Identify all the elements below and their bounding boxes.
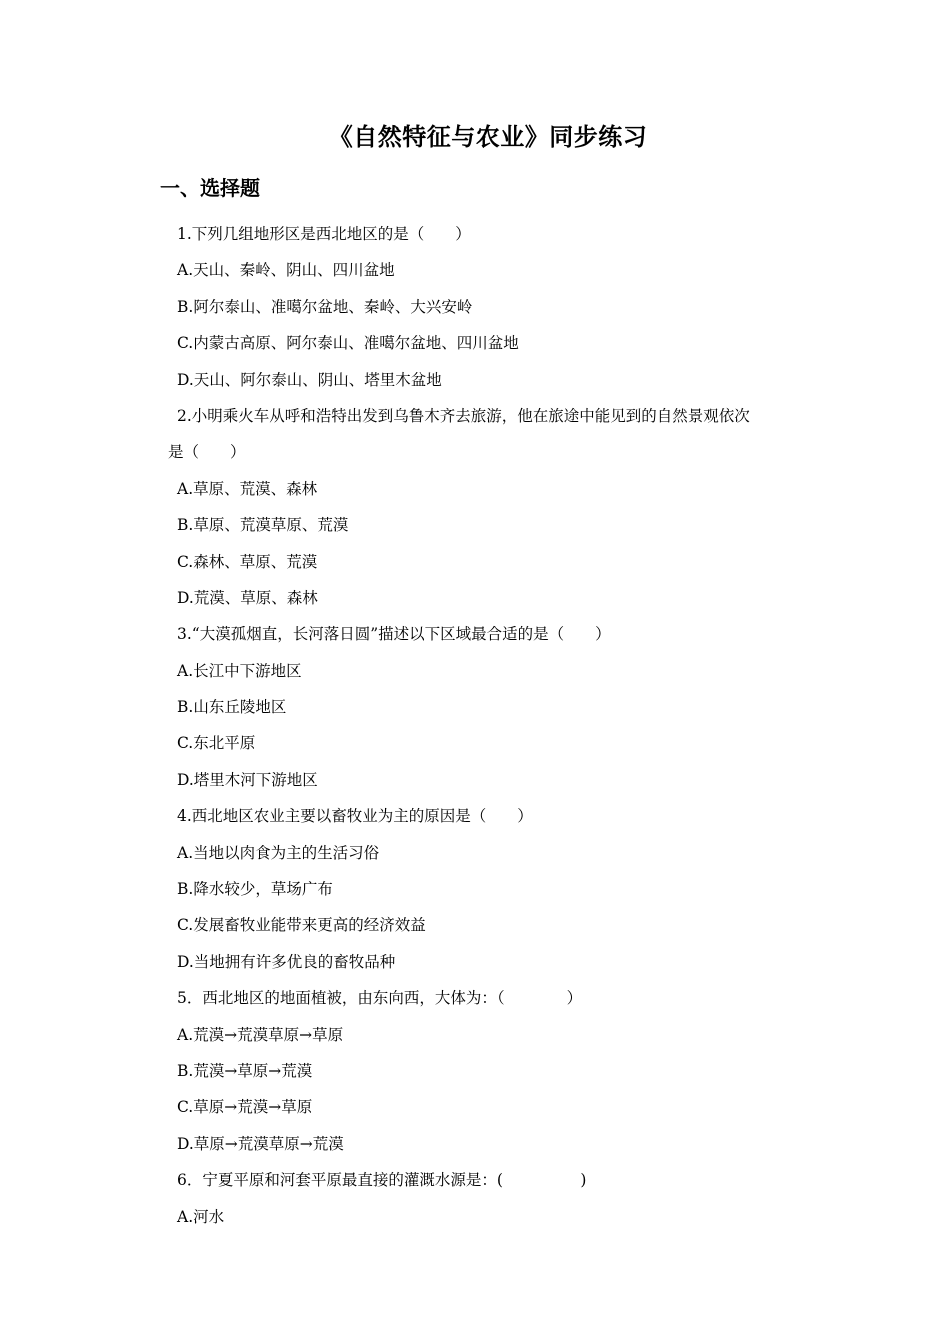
question-2 — [168, 398, 808, 616]
option-d: D.草原→荒漠草原→荒漠 — [177, 1134, 344, 1153]
option-c: C.草原→荒漠→草原 — [177, 1098, 313, 1117]
question-1 — [168, 216, 808, 398]
question-stem: 2.小明乘火车从呼和浩特出发到乌鲁木齐去旅游，他在旅途中能见到的自然景观依次 — [177, 406, 750, 425]
option-b: B.草原、荒漠草原、荒漠 — [177, 516, 349, 535]
question-4 — [168, 798, 808, 980]
question-stem-continued: 是（ ） — [168, 443, 246, 462]
option-c: C.东北平原 — [177, 734, 256, 753]
section-heading: 一、选择题 — [160, 176, 260, 200]
option-a: A.荒漠→荒漠草原→草原 — [177, 1025, 344, 1044]
option-a: A.天山、秦岭、阴山、四川盆地 — [177, 261, 395, 280]
option-d: D.天山、阿尔泰山、阴山、塔里木盆地 — [177, 370, 442, 389]
option-a: A.草原、荒漠、森林 — [177, 479, 318, 498]
question-5 — [168, 980, 808, 1162]
option-d: D.塔里木河下游地区 — [177, 770, 318, 789]
question-stem: 5．西北地区的地面植被，由东向西，大体为：（ ） — [177, 989, 583, 1008]
question-6 — [168, 1162, 808, 1235]
document-title: 《自然特征与农业》同步练习 — [328, 122, 648, 151]
question-stem: 4.西北地区农业主要以畜牧业为主的原因是（ ） — [177, 807, 533, 826]
option-b: B.山东丘陵地区 — [177, 698, 287, 717]
option-c: C.内蒙古高原、阿尔泰山、准噶尔盆地、四川盆地 — [177, 334, 519, 353]
option-a: A.当地以肉食为主的生活习俗 — [177, 843, 380, 862]
question-3 — [168, 616, 808, 798]
option-a: A.河水 — [177, 1207, 225, 1226]
option-b: B.降水较少，草场广布 — [177, 880, 333, 899]
option-c: C.发展畜牧业能带来更高的经济效益 — [177, 916, 426, 935]
option-d: D.荒漠、草原、森林 — [177, 588, 318, 607]
question-stem: 3.“大漠孤烟直，长河落日圆”描述以下区域最合适的是（ ） — [177, 625, 611, 644]
option-c: C.森林、草原、荒漠 — [177, 552, 318, 571]
option-b: B.阿尔泰山、准噶尔盆地、秦岭、大兴安岭 — [177, 297, 473, 316]
question-stem: 1.下列几组地形区是西北地区的是（ ） — [177, 225, 471, 243]
option-d: D.当地拥有许多优良的畜牧品种 — [177, 952, 396, 971]
option-a: A.长江中下游地区 — [177, 661, 302, 680]
question-list — [168, 216, 808, 1235]
option-b: B.荒漠→草原→荒漠 — [177, 1061, 313, 1080]
question-stem: 6．宁夏平原和河套平原最直接的灌溉水源是：( ) — [177, 1171, 587, 1190]
